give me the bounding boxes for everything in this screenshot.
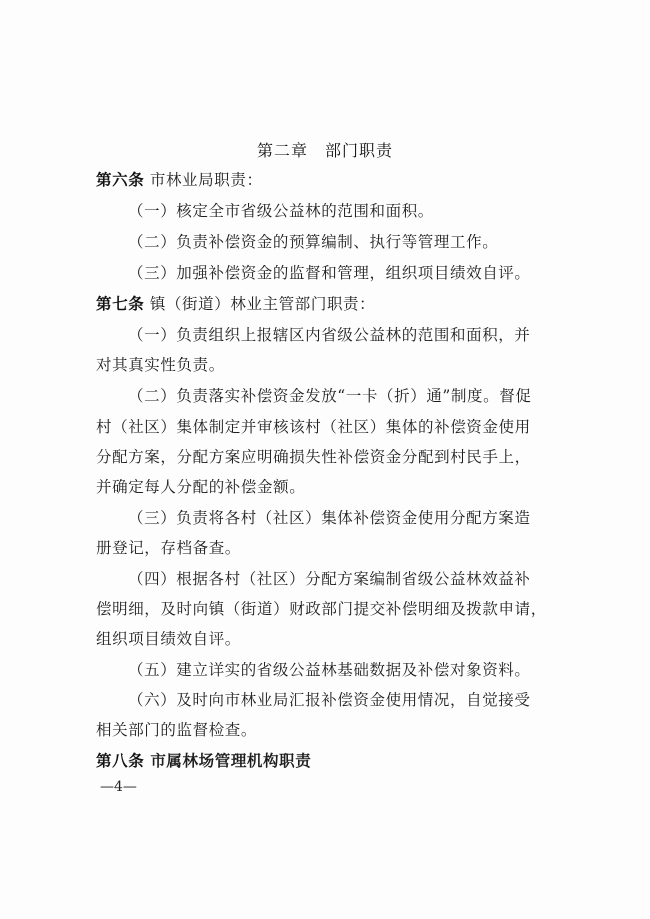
page-number: —4— [100,779,137,795]
article-7-line: 组织项目绩效自评。 [96,630,241,648]
article-7-line: 册登记，存档备查。 [96,539,241,557]
article-7-line: 相关部门的监督检查。 [96,721,258,739]
article-7-title: 镇（街道）林业主管部门职责： [149,295,376,313]
article-7-line: （五）建立详实的省级公益林基础数据及补偿对象资料。 [128,661,531,679]
article-7-line: 偿明细，及时向镇（街道）财政部门提交补偿明细及拨款申请， [96,600,547,618]
article-7-line: 并确定每人分配的补偿金额。 [96,478,306,496]
article-6-item: （一）核定全市省级公益林的范围和面积。 [128,202,434,220]
article-7-line: 分配方案，分配方案应明确损失性补偿资金分配到村民手上， [96,448,531,466]
article-7-line: （二）负责落实补偿资金发放“一卡（折）通”制度。督促 [128,387,532,405]
article-6-title: 市林业局职责： [149,171,263,189]
article-7-line: （一）负责组织上报辖区内省级公益林的范围和面积，并 [128,326,531,344]
article-6-heading [0,170,650,190]
article-6-label: 第六条 [96,171,145,189]
article-7-line: （六）及时向市林业局汇报补偿资金使用情况，自觉接受 [128,691,531,709]
article-7-heading [0,294,650,314]
article-7-line: 对其真实性负责。 [96,356,225,374]
article-7-label: 第七条 [96,295,145,313]
article-8-title: 市属林场管理机构职责 [150,752,312,770]
article-8-heading [0,751,650,771]
article-6-item: （二）负责补偿资金的预算编制、执行等管理工作。 [128,233,499,251]
article-6-item: （三）加强补偿资金的监督和管理，组织项目绩效自评。 [128,264,531,282]
article-7-line: 村（社区）集体制定并审核该村（社区）集体的补偿资金使用 [96,418,531,436]
article-7-line: （三）负责将各村（社区）集体补偿资金使用分配方案造 [128,509,531,527]
chapter-heading: 第二章 部门职责 [256,141,393,160]
article-8-label: 第八条 [96,752,145,770]
article-7-line: （四）根据各村（社区）分配方案编制省级公益林效益补 [128,570,531,588]
